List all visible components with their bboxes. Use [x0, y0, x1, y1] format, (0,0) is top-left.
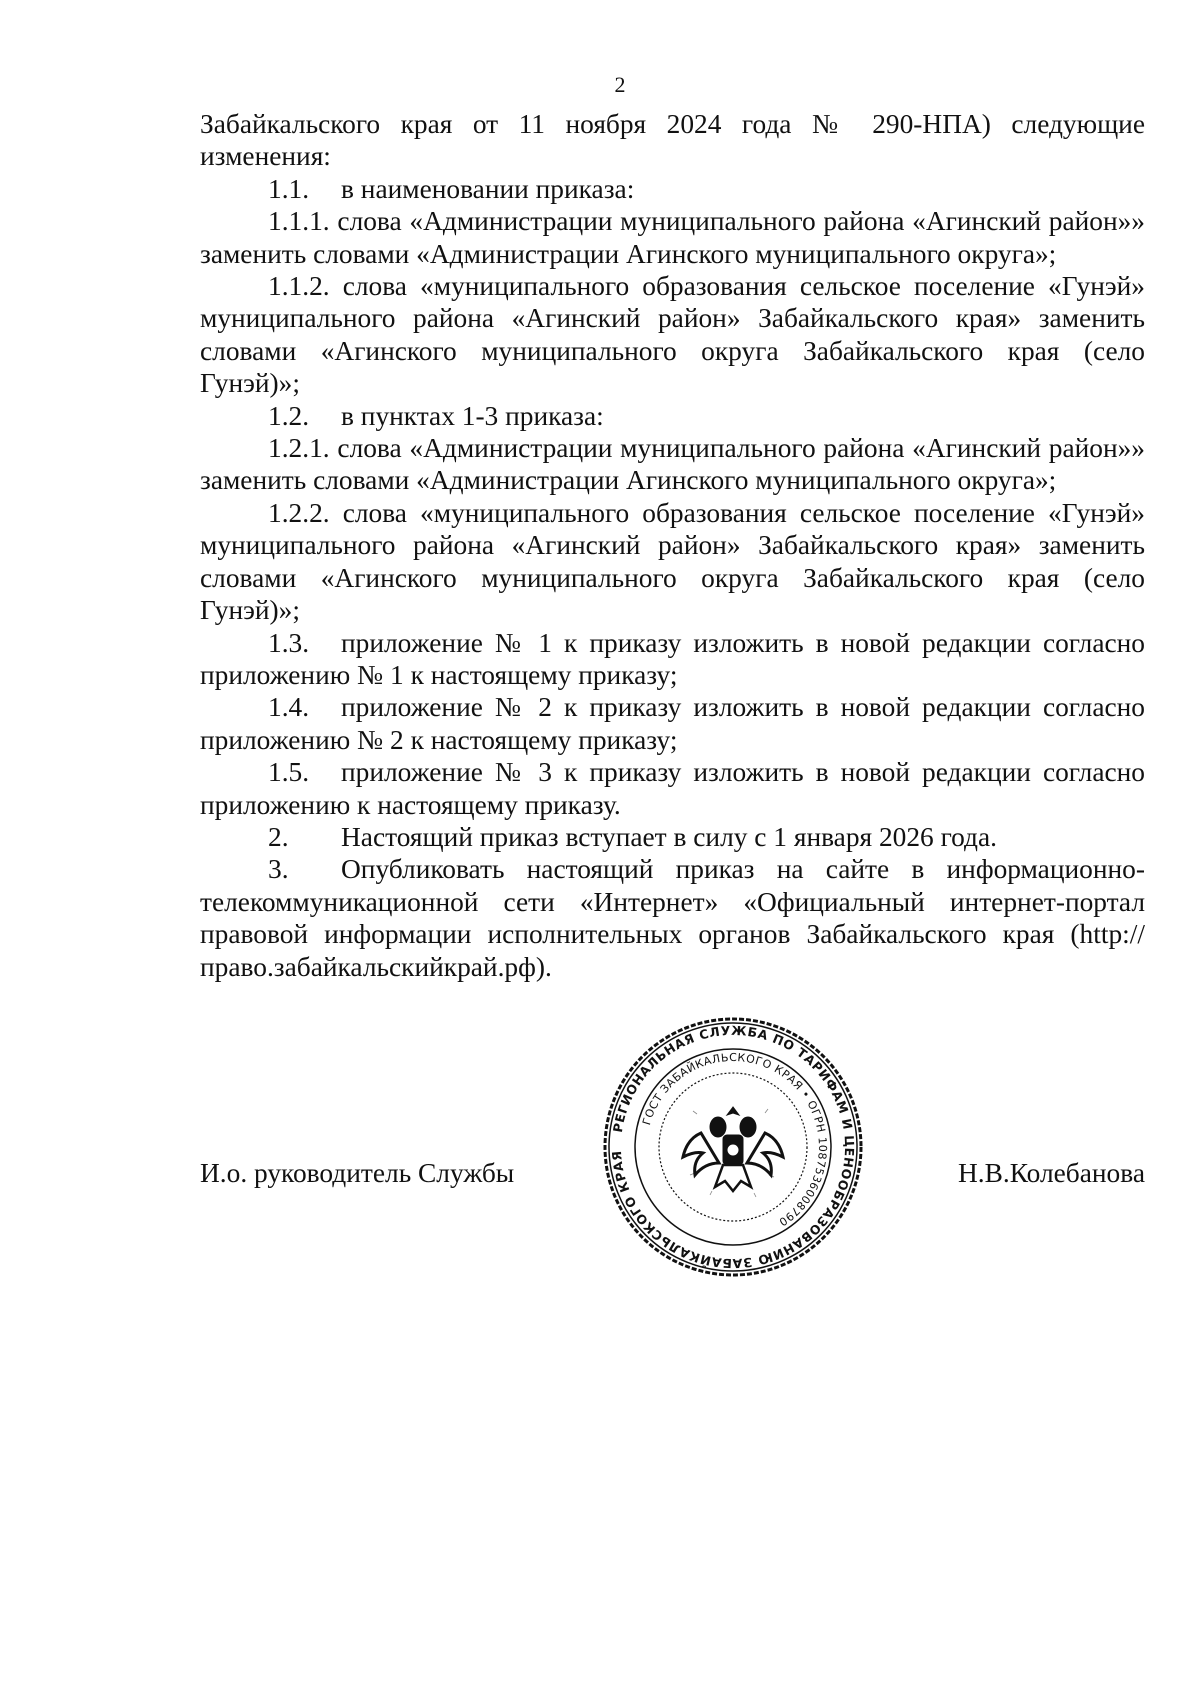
paragraph-text: слова «муниципального образования сельское поселение «Гунэй» муниципального района «Агинский район» Забайкальского края» заменить словами «Агинского муниципального округа Забайкальского края (село Гунэй)»; [200, 497, 1145, 626]
paragraph-text: приложение № 3 к приказу изложить в новой редакции согласно приложению к настоящему приказу. [200, 757, 1145, 820]
paragraph-1-4 [200, 691, 1145, 756]
paragraph-1-5 [200, 756, 1145, 821]
paragraph-number: 3. [268, 854, 289, 885]
coat-of-arms-emblem [683, 1107, 783, 1191]
seal-inner-text: ГОСТ ЗАБАЙКАЛЬСКОГО КРАЯ • ОГРН 1087536008790 [640, 1050, 830, 1229]
paragraph-number: 1.5. [268, 757, 310, 788]
paragraph-1-3 [200, 627, 1145, 692]
paragraph-1-1-1 [200, 205, 1145, 270]
paragraph-2 [200, 821, 1145, 853]
paragraph-number: 1.1. [268, 173, 310, 204]
paragraph-text: Настоящий приказ вступает в силу с 1 января 2026 года. [341, 821, 997, 852]
paragraph-text: приложение № 2 к приказу изложить в новой редакции согласно приложению № 2 к настоящему приказу; [200, 692, 1145, 755]
paragraph-1-1-2 [200, 270, 1145, 400]
paragraph-number: 1.2.2. [268, 497, 330, 528]
paragraph-text: слова «Администрации муниципального района «Агинский район»» заменить словами «Администрации Агинского муниципального округа»; [200, 206, 1145, 269]
paragraph-1-2-1 [200, 432, 1145, 497]
paragraph-number: 1.1.2. [268, 271, 330, 302]
seal-icon [598, 1015, 868, 1279]
paragraph-1-2 [200, 400, 1145, 432]
paragraph-number: 1.2.1. [268, 433, 330, 464]
document-body [200, 108, 1145, 983]
paragraph-text: в пунктах 1-3 приказа: [341, 400, 604, 431]
paragraph-text: слова «муниципального образования сельское поселение «Гунэй» муниципального района «Агинский район» Забайкальского края» заменить словами «Агинского муниципального округа Забайкальского края (село Гунэй)»; [200, 271, 1145, 399]
paragraph-text: в наименовании приказа: [341, 173, 635, 204]
signatory-title: И.о. руководитель Службы [200, 1158, 515, 1188]
page-number: 2 [614, 72, 626, 97]
signatory-name: Н.В.Колебанова [958, 1158, 1145, 1188]
paragraph-3 [200, 853, 1145, 983]
paragraph-number: 1.3. [268, 627, 310, 658]
seal-outer-text: РЕГИОНАЛЬНАЯ СЛУЖБА ПО ТАРИФАМ И ЦЕНООБРАЗОВАНИЮ ЗАБАЙКАЛЬСКОГО КРАЯ [608, 1022, 858, 1272]
official-seal-stamp [598, 1015, 868, 1279]
paragraph-1-1 [200, 173, 1145, 205]
paragraph-number: 1.4. [268, 692, 310, 723]
paragraph-text: Опубликовать настоящий приказ на сайте в информационно-телекоммуникационной сети «Интернет» «Официальный интернет-портал правовой информации исполнительных органов Забайкальского края (http://право.забайкальскийкрай.рф). [200, 854, 1145, 982]
paragraph-number: 1.1.1. [268, 206, 330, 237]
paragraph-intro [200, 108, 1145, 173]
paragraph-text: слова «Администрации муниципального района «Агинский район»» заменить словами «Администрации Агинского муниципального округа»; [200, 433, 1145, 496]
paragraph-1-2-2 [200, 497, 1145, 627]
paragraph-text: приложение № 1 к приказу изложить в новой редакции согласно приложению № 1 к настоящему приказу; [200, 627, 1145, 690]
paragraph-number: 1.2. [268, 400, 310, 431]
paragraph-number: 2. [268, 821, 289, 852]
paragraph-text: Забайкальского края от 11 ноября 2024 года № 290-НПА) следующие изменения: [200, 109, 1145, 172]
